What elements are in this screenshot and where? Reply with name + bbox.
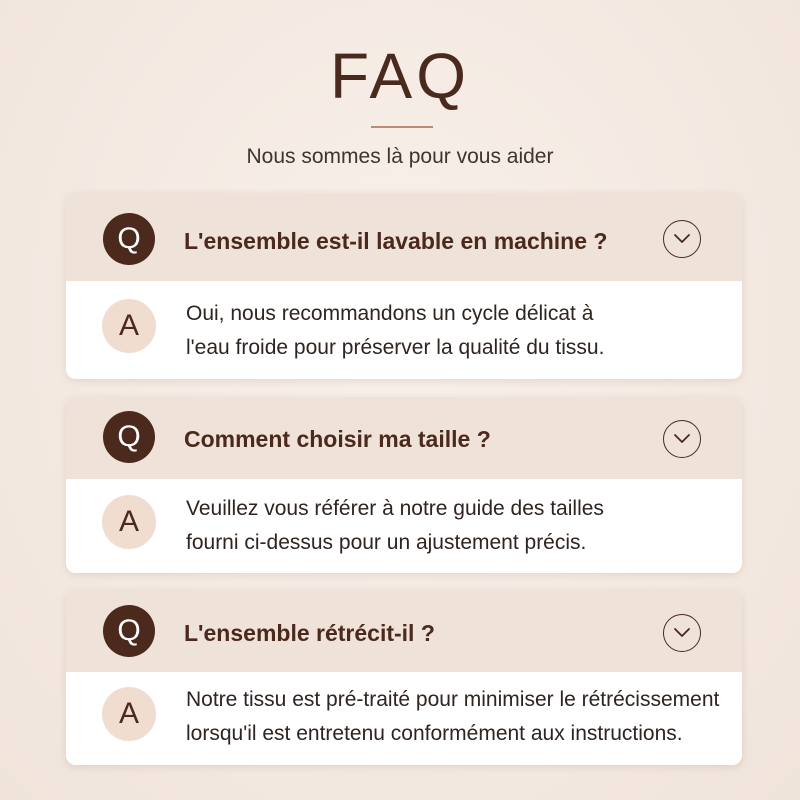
chevron-down-icon[interactable] [663,614,701,652]
faq-answer-row-2 [66,479,742,573]
faq-answer-row-3 [66,672,742,765]
faq-question-1[interactable]: L'ensemble est-il lavable en machine ? [184,228,608,254]
faq-question-2[interactable]: Comment choisir ma taille ? [184,426,491,452]
faq-answer-3-line-2: lorsqu'il est entretenu conformément aux instructions. [186,722,683,745]
faq-answer-1-line-2: l'eau froide pour préserver la qualité du tissu. [186,336,605,359]
faq-answer-1-line-1: Oui, nous recommandons un cycle délicat à [186,302,594,325]
question-badge: Q [103,213,155,265]
faq-question-row-3[interactable] [66,590,742,672]
faq-question-row-2[interactable] [66,397,742,479]
faq-answer-3 [186,683,738,751]
faq-answer-3-line-1: Notre tissu est pré-traité pour minimiser le rétrécissement [186,688,720,711]
page-title: FAQ [329,40,471,112]
answer-badge: A [102,687,156,741]
faq-answer-1 [186,297,738,365]
answer-badge: A [102,495,156,549]
faq-answer-2-line-1: Veuillez vous référer à notre guide des tailles [186,497,604,520]
chevron-down-icon[interactable] [663,420,701,458]
question-badge: Q [103,605,155,657]
title-divider [371,126,433,128]
faq-answer-2-line-2: fourni ci-dessus pour un ajustement précis. [186,531,587,554]
faq-answer-2 [186,492,738,560]
page-subtitle: Nous sommes là pour vous aider [246,145,554,168]
faq-item-2 [66,397,742,573]
question-badge: Q [103,411,155,463]
chevron-down-icon[interactable] [663,220,701,258]
faq-item-3 [66,590,742,765]
faq-item-1 [66,193,742,379]
answer-badge: A [102,299,156,353]
faq-question-row-1[interactable] [66,193,742,281]
faq-answer-row-1 [66,281,742,379]
faq-question-3[interactable]: L'ensemble rétrécit-il ? [184,620,435,646]
